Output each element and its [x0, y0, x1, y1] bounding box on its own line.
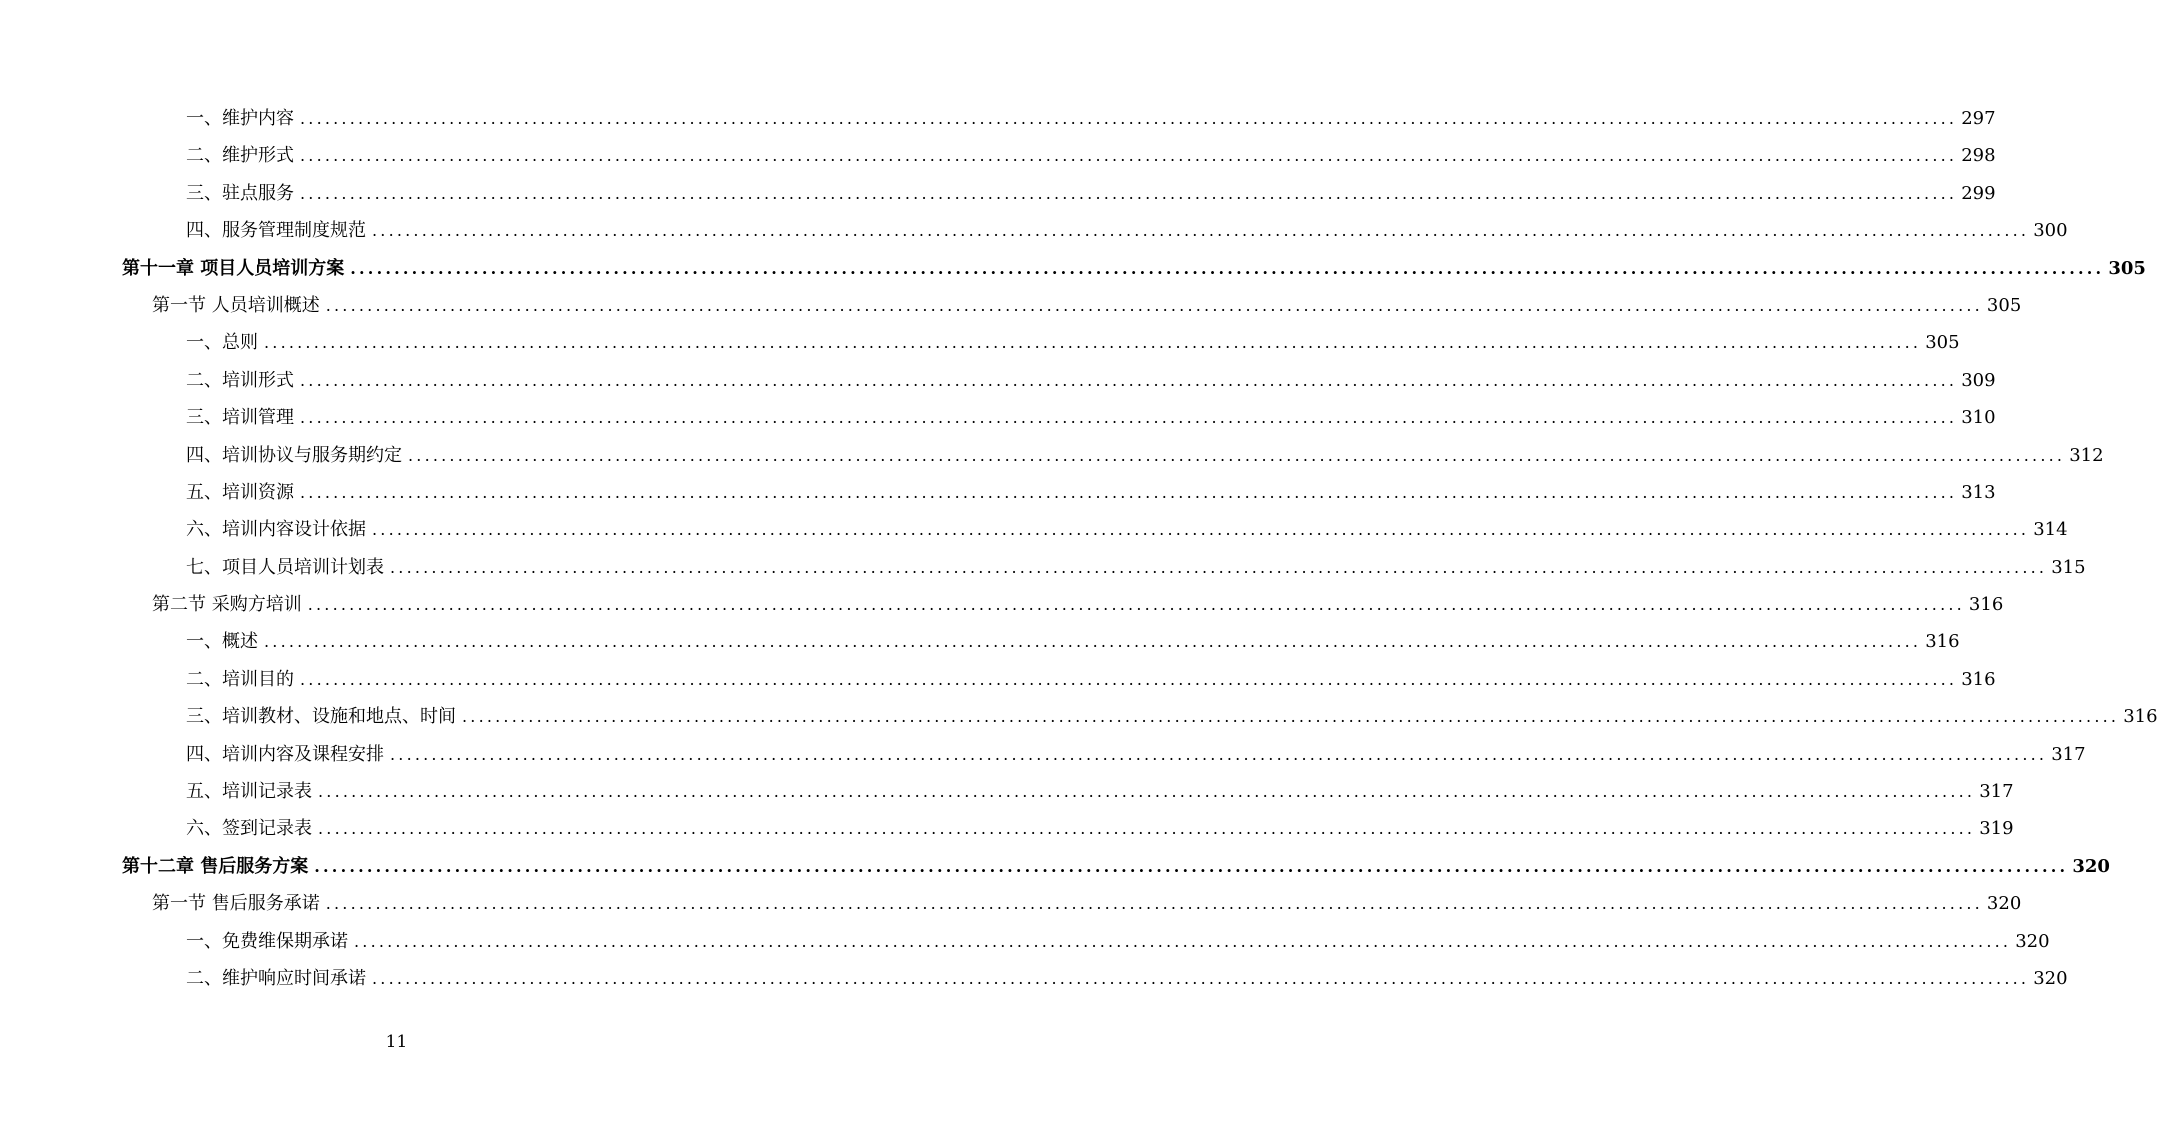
toc-entry-item[interactable] [0, 324, 1960, 361]
toc-entry-label: 五、培训资源 [186, 481, 294, 503]
toc-entry-page: 316 [1961, 668, 1996, 690]
dot-leader: ........................................................................................................................................................................................................ [300, 183, 1958, 203]
toc-entry-label: 第一节 人员培训概述 [152, 294, 320, 316]
toc-entry-page: 297 [1961, 108, 1996, 129]
toc-entry-label: 七、项目人员培训计划表 [186, 556, 384, 578]
toc-entry-item[interactable] [0, 960, 2068, 997]
toc-entry-page: 305 [1986, 294, 2022, 316]
dot-leader: ........................................................................................................................................................................................................ [390, 557, 2048, 577]
toc-entry-page: 316 [2123, 706, 2158, 728]
toc-entry-page: 305 [2108, 257, 2146, 279]
dot-leader: ........................................................................................................................................................................................................ [300, 146, 1958, 166]
toc-entry-label: 三、培训管理 [186, 407, 294, 429]
toc-entry-section[interactable] [0, 287, 2022, 324]
dot-leader: ........................................................................................................................................................................................................ [350, 258, 2105, 278]
toc-entry-page: 312 [2069, 444, 2104, 466]
toc-entry-item[interactable] [0, 137, 1996, 174]
toc-entry-page: 317 [1979, 781, 2014, 803]
toc-entry-item[interactable] [0, 773, 2014, 810]
dot-leader: ........................................................................................................................................................................................................ [372, 221, 2030, 241]
toc-entry-page: 314 [2033, 519, 2068, 541]
dot-leader: ........................................................................................................................................................................................................ [462, 707, 2120, 727]
toc-entry-label: 二、维护响应时间承诺 [186, 967, 366, 989]
toc-entry-item[interactable] [0, 212, 2068, 249]
dot-leader: ........................................................................................................................................................................................................ [325, 894, 1983, 914]
toc-entry-label: 六、培训内容设计依据 [186, 519, 366, 541]
toc-entry-label: 四、服务管理制度规范 [186, 220, 366, 242]
toc-entry-label: 第十二章 售后服务方案 [122, 855, 309, 877]
dot-leader: ........................................................................................................................................................................................................ [300, 669, 1958, 689]
dot-leader: ........................................................................................................................................................................................................ [354, 931, 2012, 951]
toc-entry-page: 300 [2033, 220, 2068, 242]
toc-entry-label: 一、概述 [186, 631, 258, 653]
toc-entry-chapter[interactable] [0, 848, 2110, 885]
toc-entry-page: 316 [1925, 631, 1960, 653]
dot-leader: ........................................................................................................................................................................................................ [390, 744, 2048, 764]
dot-leader: ........................................................................................................................................................................................................ [318, 782, 1976, 802]
dot-leader: ........................................................................................................................................................................................................ [372, 968, 2030, 988]
dot-leader: ........................................................................................................................................................................................................ [300, 482, 1958, 502]
dot-leader: ........................................................................................................................................................................................................ [408, 445, 2066, 465]
toc-entry-item[interactable] [0, 100, 1996, 137]
toc-entry-label: 三、培训教材、设施和地点、时间 [186, 706, 456, 728]
dot-leader: ........................................................................................................................................................................................................ [300, 109, 1958, 128]
toc-entry-page: 320 [2072, 855, 2110, 877]
dot-leader: ........................................................................................................................................................................................................ [264, 632, 1922, 652]
toc-entry-page: 299 [1961, 182, 1996, 204]
dot-leader: ........................................................................................................................................................................................................ [314, 856, 2069, 876]
toc-entry-label: 二、培训形式 [186, 369, 294, 391]
toc-entry-item[interactable] [0, 549, 2086, 586]
toc-entry-label: 一、总则 [186, 332, 258, 354]
toc-entry-page: 317 [2051, 743, 2086, 765]
dot-leader: ........................................................................................................................................................................................................ [264, 333, 1922, 353]
toc-entry-label: 四、培训内容及课程安排 [186, 743, 384, 765]
table-of-contents [0, 100, 2158, 997]
toc-entry-page: 320 [2033, 967, 2068, 989]
toc-entry-item[interactable] [0, 923, 2050, 960]
toc-entry-page: 305 [1925, 332, 1960, 354]
dot-leader: ........................................................................................................................................................................................................ [300, 370, 1958, 390]
toc-entry-section[interactable] [0, 586, 2004, 623]
toc-entry-item[interactable] [0, 175, 1996, 212]
dot-leader: ........................................................................................................................................................................................................ [307, 595, 1965, 615]
toc-entry-page: 298 [1961, 145, 1996, 167]
toc-entry-page: 320 [1986, 893, 2022, 915]
toc-entry-item[interactable] [0, 810, 2014, 847]
toc-entry-item[interactable] [0, 362, 1996, 399]
toc-entry-item[interactable] [0, 661, 1996, 698]
toc-entry-page: 316 [1968, 594, 2004, 616]
toc-entry-label: 六、签到记录表 [186, 818, 312, 840]
toc-entry-page: 319 [1979, 818, 2014, 840]
page-number: 11 [385, 1032, 408, 1052]
toc-entry-label: 第二节 采购方培训 [152, 594, 302, 616]
dot-leader: ........................................................................................................................................................................................................ [372, 520, 2030, 540]
toc-entry-item[interactable] [0, 437, 2104, 474]
toc-entry-item[interactable] [0, 736, 2086, 773]
toc-entry-section[interactable] [0, 885, 2022, 922]
toc-entry-page: 320 [2015, 930, 2050, 952]
toc-entry-label: 一、免费维保期承诺 [186, 930, 348, 952]
dot-leader: ........................................................................................................................................................................................................ [318, 819, 1976, 839]
toc-entry-item[interactable] [0, 698, 2158, 735]
toc-entry-chapter[interactable] [0, 250, 2146, 287]
toc-entry-page: 309 [1961, 369, 1996, 391]
toc-entry-label: 二、培训目的 [186, 668, 294, 690]
toc-entry-page: 315 [2051, 556, 2086, 578]
toc-entry-label: 四、培训协议与服务期约定 [186, 444, 402, 466]
toc-entry-page: 313 [1961, 481, 1996, 503]
toc-entry-label: 第一节 售后服务承诺 [152, 893, 320, 915]
toc-entry-label: 一、维护内容 [186, 108, 294, 129]
toc-entry-item[interactable] [0, 474, 1996, 511]
toc-entry-label: 三、驻点服务 [186, 182, 294, 204]
toc-entry-page: 310 [1961, 407, 1996, 429]
toc-entry-label: 五、培训记录表 [186, 781, 312, 803]
dot-leader: ........................................................................................................................................................................................................ [300, 408, 1958, 428]
toc-entry-item[interactable] [0, 511, 2068, 548]
toc-entry-label: 第十一章 项目人员培训方案 [122, 257, 345, 279]
toc-entry-label: 二、维护形式 [186, 145, 294, 167]
toc-entry-item[interactable] [0, 623, 1960, 660]
dot-leader: ........................................................................................................................................................................................................ [325, 295, 1983, 315]
toc-entry-item[interactable] [0, 399, 1996, 436]
